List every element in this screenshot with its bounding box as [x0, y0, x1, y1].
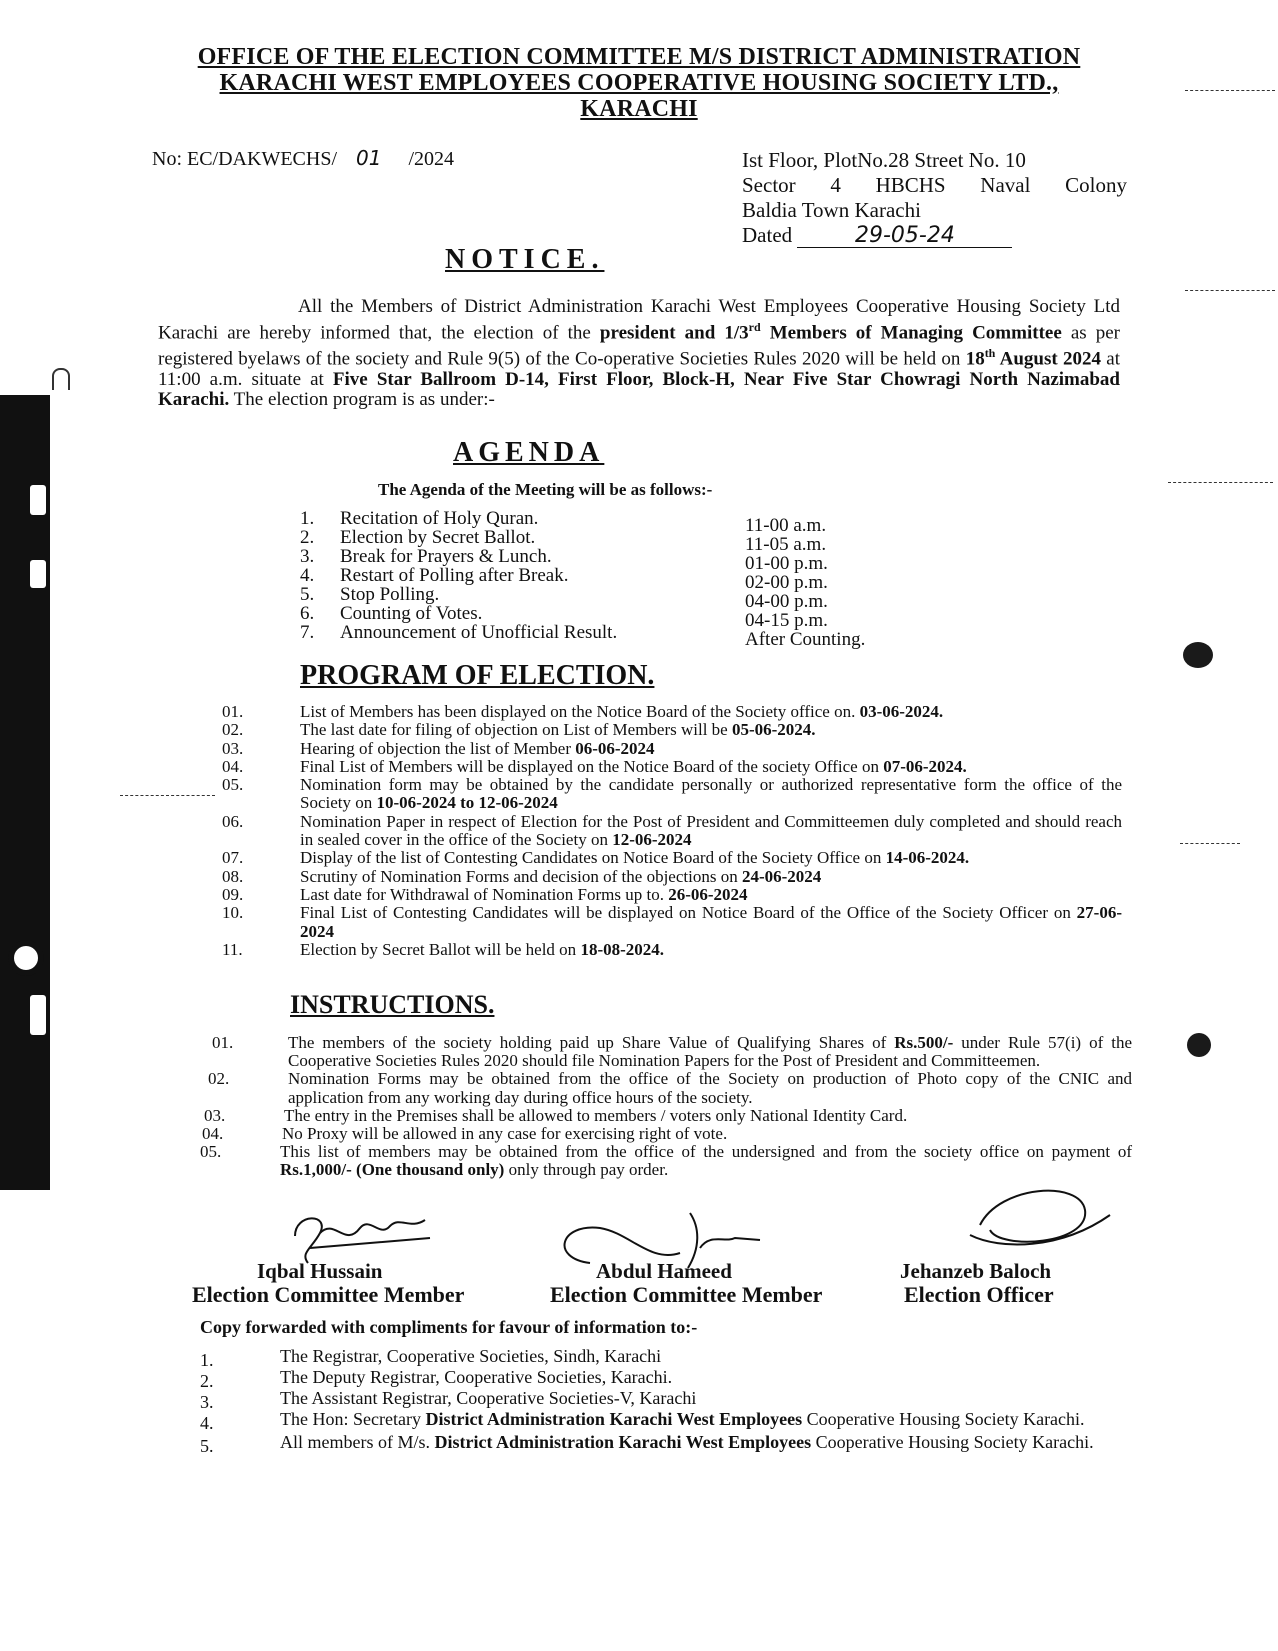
- program-item-number: 10.: [222, 903, 244, 923]
- scan-mark: [1185, 290, 1275, 292]
- program-item-number: 02.: [222, 720, 244, 740]
- notice-emphasis: 18: [965, 348, 985, 370]
- program-item-date: 07-06-2024.: [883, 756, 967, 776]
- copy-item-text: The Registrar, Cooperative Societies, Sindh, Karachi: [280, 1346, 662, 1366]
- program-item: [222, 868, 1122, 886]
- copy-item-text: Cooperative Housing Society Karachi.: [811, 1432, 1094, 1452]
- program-item-number: 05.: [222, 775, 244, 795]
- punch-hole: [1183, 642, 1213, 668]
- program-item: [222, 813, 1122, 850]
- agenda-item-time: 04-15 p.m.: [745, 610, 828, 631]
- punch-hole: [1187, 1033, 1211, 1057]
- program-item: [222, 740, 1122, 758]
- address-line-2: Sector 4 HBCHS Naval Colony: [742, 173, 1127, 197]
- program-item-date: 05-06-2024.: [731, 720, 816, 740]
- instruction-item: [202, 1124, 1132, 1144]
- instruction-number: 04.: [202, 1124, 224, 1144]
- notice-venue: Five Star Ballroom D-14, First Floor, Block-H, Near Five Star Chowragi North Nazimabad Karachi.: [158, 368, 1120, 410]
- copy-item-text: The Assistant Registrar, Cooperative Societies-V, Karachi: [280, 1388, 697, 1408]
- program-item-text: Nomination form may be obtained by the candidate personally or authorized representative form the office of the Society on: [300, 775, 1122, 813]
- scan-mark: [1168, 482, 1273, 484]
- program-item-date: 27-06-2024: [300, 903, 1122, 941]
- copy-item-number: 3.: [200, 1392, 214, 1412]
- notice-emphasis: August 2024: [995, 348, 1101, 370]
- instruction-item: [204, 1105, 1132, 1125]
- agenda-item-number: 6.: [300, 603, 315, 624]
- handwritten-number: 01: [356, 146, 382, 170]
- program-item-date: 14-06-2024.: [885, 848, 970, 868]
- program-item: [222, 849, 1122, 867]
- copy-list: [200, 1346, 1120, 1456]
- agenda-item-text: Stop Polling.: [340, 584, 440, 605]
- dated-value: 29-05-24: [797, 225, 1012, 248]
- agenda-list: [300, 508, 900, 650]
- agenda-item-text: Restart of Polling after Break.: [340, 565, 569, 586]
- address-block: [742, 148, 1127, 248]
- program-item: [222, 758, 1122, 776]
- agenda-item-time: After Counting.: [745, 629, 866, 650]
- instruction-number: 01.: [212, 1033, 234, 1052]
- program-item-date: 18-08-2024.: [580, 939, 665, 959]
- instruction-emphasis: Rs.1,000/- (One thousand only): [280, 1160, 505, 1180]
- reference-prefix: No: EC/DAKWECHS/: [152, 148, 337, 170]
- program-item-text: Hearing of objection the list of Member: [300, 738, 576, 758]
- agenda-item-time: 11-05 a.m.: [745, 534, 827, 555]
- program-item-date: 10-06-2024 to 12-06-2024: [376, 793, 558, 813]
- notice-text: The election program is as under:-: [229, 388, 495, 410]
- notice-title: NOTICE.: [445, 244, 605, 275]
- instruction-item: [208, 1034, 1132, 1070]
- instruction-emphasis: Rs.500/-: [894, 1033, 954, 1052]
- program-item: [222, 703, 1122, 721]
- program-item: [222, 886, 1122, 904]
- agenda-item: [300, 546, 900, 574]
- program-item-text: List of Members has been displayed on the Notice Board of the Society office on.: [300, 702, 860, 721]
- instruction-number: 03.: [204, 1105, 226, 1125]
- copy-heading: Copy forwarded with compliments for favour of information to:-: [200, 1317, 698, 1337]
- agenda-item-time: 04-00 p.m.: [745, 591, 828, 612]
- program-item-number: 06.: [222, 811, 244, 831]
- program-item-date: 26-06-2024: [668, 884, 748, 904]
- signatory-3-title: Election Officer: [904, 1282, 1054, 1307]
- instruction-text: only through pay order.: [504, 1160, 669, 1180]
- instruction-text: Nomination Forms may be obtained from the office of the Society on production of Photo copy of the CNIC and application from any working day during office hours of the society.: [288, 1069, 1132, 1107]
- instruction-number: 02.: [208, 1069, 230, 1089]
- instruction-text: The entry in the Premises shall be allowed to members / voters only National Identity Card.: [284, 1105, 908, 1125]
- copy-item-emphasis: District Administration Karachi West Employees: [434, 1432, 812, 1452]
- signature-jehanzeb-baloch: [960, 1175, 1120, 1265]
- scan-mark: [1180, 843, 1240, 845]
- instruction-item: [208, 1070, 1132, 1106]
- agenda-item-text: Counting of Votes.: [340, 603, 483, 624]
- copy-item-text: All members of M/s.: [280, 1432, 435, 1452]
- program-item-text: The last date for filing of objection on List of Members will be: [300, 720, 732, 740]
- program-item-text: Last date for Withdrawal of Nomination Forms up to.: [300, 884, 669, 904]
- copy-item-text: Cooperative Housing Society Karachi.: [802, 1409, 1085, 1429]
- header-line-3: KARACHI: [580, 96, 698, 122]
- agenda-item-time: 02-00 p.m.: [745, 572, 828, 593]
- program-item: [222, 776, 1122, 813]
- program-title: PROGRAM OF ELECTION.: [300, 660, 655, 691]
- agenda-item-text: Announcement of Unofficial Result.: [340, 622, 618, 643]
- dated-label: Dated: [742, 223, 793, 247]
- header-line-2: KARACHI WEST EMPLOYEES COOPERATIVE HOUSING SOCIETY LTD.,: [219, 70, 1059, 96]
- notice-superscript: rd: [748, 320, 761, 334]
- copy-item: [200, 1388, 1120, 1412]
- program-item-text: Display of the list of Contesting Candidates on Notice Board of the Society Office on: [300, 848, 886, 868]
- copy-item-emphasis: District Administration Karachi West Employees: [425, 1409, 803, 1429]
- notice-paragraph: [158, 297, 1120, 410]
- program-item-date: 12-06-2024: [612, 830, 692, 850]
- agenda-item: [300, 584, 900, 612]
- reference-number: [152, 147, 454, 170]
- instruction-text: The members of the society holding paid up Share Value of Qualifying Shares of: [288, 1033, 895, 1052]
- program-item-number: 11.: [222, 939, 243, 959]
- agenda-item-number: 3.: [300, 546, 315, 567]
- copy-item: [200, 1367, 1120, 1391]
- program-item-text: Election by Secret Ballot will be held on: [300, 939, 581, 959]
- instructions-list: [200, 1033, 1132, 1180]
- program-item-date: 06-06-2024: [575, 738, 655, 758]
- program-item-text: Final List of Members will be displayed on the Notice Board of the society Office on: [300, 756, 884, 776]
- agenda-item-time: 01-00 p.m.: [745, 553, 828, 574]
- program-item-date: 03-06-2024.: [859, 702, 944, 721]
- copy-item: [200, 1409, 1100, 1433]
- agenda-item: [300, 565, 900, 593]
- program-item: [222, 721, 1122, 739]
- program-item: [222, 904, 1122, 941]
- agenda-item-text: Recitation of Holy Quran.: [340, 508, 539, 529]
- agenda-item: [300, 527, 900, 555]
- signatory-3-name: Jehanzeb Baloch: [900, 1259, 1052, 1283]
- reference-year: /2024: [408, 148, 455, 170]
- notice-emphasis: president and 1/3: [599, 322, 749, 344]
- agenda-item-time: 11-00 a.m.: [745, 515, 827, 536]
- staple-mark: [52, 368, 70, 390]
- notice-emphasis: Members of Managing Committee: [760, 322, 1062, 344]
- copy-item: [200, 1346, 1120, 1370]
- instruction-text: under Rule 57(i) of the Cooperative Societies Rules 2020 should file Nomination Papers for the Post of President and Committeemen.: [288, 1033, 1132, 1071]
- program-item-number: 04.: [222, 756, 244, 776]
- address-line-3: Baldia Town Karachi: [742, 198, 921, 222]
- copy-item-number: 2.: [200, 1371, 214, 1391]
- agenda-item-text: Break for Prayers & Lunch.: [340, 546, 552, 567]
- dated-row: [742, 223, 1127, 248]
- agenda-title: AGENDA: [453, 437, 605, 468]
- program-item-date: 24-06-2024: [741, 866, 822, 886]
- program-item-text: Final List of Contesting Candidates will be displayed on Notice Board of the Office of the Society Officer on: [300, 903, 1077, 923]
- scan-mark: [120, 795, 215, 797]
- signatory-1-name: Iqbal Hussain: [257, 1259, 383, 1283]
- agenda-item-number: 5.: [300, 584, 315, 605]
- instructions-title: INSTRUCTIONS.: [290, 990, 495, 1019]
- address-line-1: Ist Floor, PlotNo.28 Street No. 10: [742, 148, 1026, 172]
- agenda-item: [300, 603, 900, 631]
- program-item-text: Scrutiny of Nomination Forms and decision of the objections on: [300, 866, 742, 886]
- notice-text: All the Members of District Administration Karachi West Employees Cooperative Housing Society Ltd Karachi are hereby informed that, the election of the: [158, 296, 1120, 344]
- signatory-2-name: Abdul Hameed: [596, 1259, 732, 1283]
- signatory-2-title: Election Committee Member: [550, 1282, 823, 1307]
- copy-item: [200, 1432, 1100, 1456]
- program-item-number: 07.: [222, 848, 244, 868]
- program-item-number: 09.: [222, 884, 244, 904]
- agenda-item: [300, 622, 900, 650]
- instruction-number: 05.: [200, 1142, 222, 1162]
- agenda-item: [300, 508, 900, 536]
- agenda-item-number: 4.: [300, 565, 315, 586]
- instruction-text: No Proxy will be allowed in any case for exercising right of vote.: [282, 1124, 728, 1144]
- agenda-item-number: 2.: [300, 527, 315, 548]
- signatory-1-title: Election Committee Member: [192, 1282, 465, 1307]
- agenda-subtitle: The Agenda of the Meeting will be as follows:-: [378, 480, 713, 499]
- agenda-item-number: 1.: [300, 508, 315, 529]
- copy-item-number: 4.: [200, 1413, 214, 1433]
- program-item: [222, 941, 1122, 959]
- program-item-number: 08.: [222, 866, 244, 886]
- program-item-number: 01.: [222, 702, 244, 721]
- notice-superscript: th: [984, 346, 996, 361]
- instruction-text: This list of members may be obtained from the office of the undersigned and from the society office on payment of: [280, 1142, 1132, 1162]
- program-item-text: Nomination Paper in respect of Election for the Post of President and Committeemen duly completed and should reach in sealed cover in the office of the Society on: [300, 811, 1122, 850]
- program-list: [222, 703, 1122, 959]
- copy-item-number: 1.: [200, 1350, 214, 1370]
- header-line-1: OFFICE OF THE ELECTION COMMITTEE M/S DISTRICT ADMINISTRATION: [197, 44, 1081, 70]
- notice-text: at 11:00 a.m. situate at: [158, 348, 1121, 390]
- copy-item-text: The Hon: Secretary: [280, 1409, 426, 1429]
- agenda-item-number: 7.: [300, 622, 315, 643]
- copy-item-number: 5.: [200, 1436, 214, 1456]
- agenda-item-text: Election by Secret Ballot.: [340, 527, 536, 548]
- program-item-number: 03.: [222, 738, 244, 758]
- notice-text: as per registered byelaws of the society and Rule 9(5) of the Co-operative Societies Rules 2020 will be held on: [158, 322, 1120, 370]
- binder-strip: [0, 395, 50, 1190]
- copy-item-text: The Deputy Registrar, Cooperative Societies, Karachi.: [280, 1367, 673, 1387]
